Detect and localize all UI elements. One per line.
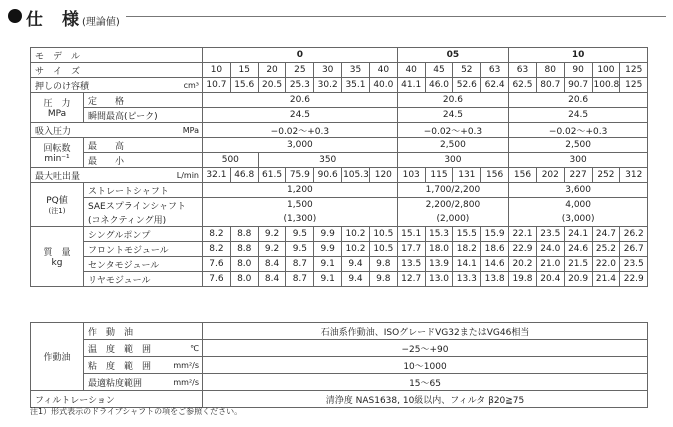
opt-visc-row	[31, 374, 648, 391]
speed-max-05: 2,500	[397, 138, 508, 153]
flow-unit: L/min	[154, 168, 203, 183]
size-cell: 35	[342, 63, 370, 78]
size-cell: 25	[286, 63, 314, 78]
mass-single-cell: 9.9	[314, 227, 342, 242]
flow-cell: 252	[592, 168, 620, 183]
flow-cell: 156	[481, 168, 509, 183]
mass-front-cell: 26.7	[620, 242, 648, 257]
size-label: サ イ ズ	[31, 63, 203, 78]
suction-05: −0.02〜+0.3	[397, 123, 508, 138]
displacement-cell: 125	[620, 78, 648, 93]
speed-min-row	[31, 153, 648, 168]
visc-unit: mm²/s	[154, 357, 203, 374]
mass-single-cell: 15.1	[397, 227, 425, 242]
model-05: 05	[397, 48, 508, 63]
pq-straight-05: 1,700/2,200	[397, 183, 508, 198]
mass-front-row	[31, 242, 648, 257]
mass-rear-cell: 8.0	[230, 272, 258, 287]
mass-single-cell: 10.2	[342, 227, 370, 242]
displacement-cell: 100.8	[592, 78, 620, 93]
filter-row	[31, 391, 648, 408]
rated-pressure-row	[31, 93, 648, 108]
filter-label: フィルトレーション	[31, 391, 203, 408]
mass-rear-cell: 21.4	[592, 272, 620, 287]
size-cell: 30	[314, 63, 342, 78]
mass-rear-cell: 12.7	[397, 272, 425, 287]
pq-straight-label: ストレートシャフト	[84, 183, 203, 198]
flow-label: 最大吐出量	[31, 168, 154, 183]
mass-center-cell: 21.0	[536, 257, 564, 272]
displacement-label: 押しのけ容積	[31, 78, 154, 93]
footnote: 注1）形式表示のドライブシャフトの項をご参照ください。	[30, 407, 243, 416]
peak-pressure-row	[31, 108, 648, 123]
mass-rear-cell: 22.9	[620, 272, 648, 287]
mass-rear-cell: 7.6	[203, 272, 231, 287]
temp-value: −25〜+90	[203, 340, 648, 357]
oil-row	[31, 323, 648, 340]
mass-single-cell: 8.8	[230, 227, 258, 242]
pq-connecting-row	[31, 212, 648, 227]
pq-connecting-label: (コネクティング用)	[84, 212, 203, 227]
mass-center-label: センタモジュール	[84, 257, 203, 272]
mass-front-cell: 10.5	[369, 242, 397, 257]
flow-cell: 61.5	[258, 168, 286, 183]
oil-label: 作 動 油	[84, 323, 203, 340]
mass-single-cell: 15.5	[453, 227, 481, 242]
mass-front-cell: 24.0	[536, 242, 564, 257]
section-title: 仕 様 (理論値)	[26, 10, 120, 30]
mass-center-cell: 22.0	[592, 257, 620, 272]
displacement-cell: 62.5	[509, 78, 537, 93]
mass-rear-cell: 9.1	[314, 272, 342, 287]
mass-center-cell: 14.1	[453, 257, 481, 272]
mass-center-cell: 9.4	[342, 257, 370, 272]
mass-single-row	[31, 227, 648, 242]
oil-value: 石油系作動油、ISOグレードVG32またはVG46相当	[203, 323, 648, 340]
header-rule	[126, 16, 666, 17]
mass-front-cell: 8.8	[230, 242, 258, 257]
size-cell: 63	[481, 63, 509, 78]
mass-front-cell: 24.6	[564, 242, 592, 257]
displacement-cell: 30.2	[314, 78, 342, 93]
suction-10: −0.02〜+0.3	[509, 123, 648, 138]
visc-row	[31, 357, 648, 374]
size-cell: 10	[203, 63, 231, 78]
mass-rear-cell: 9.4	[342, 272, 370, 287]
mass-center-cell: 8.7	[286, 257, 314, 272]
bullet-icon	[8, 9, 22, 23]
flow-cell: 120	[369, 168, 397, 183]
flow-cell: 312	[620, 168, 648, 183]
visc-value: 10〜1000	[203, 357, 648, 374]
mass-rear-cell: 8.4	[258, 272, 286, 287]
speed-max-row	[31, 138, 648, 153]
mass-center-cell: 21.5	[564, 257, 592, 272]
flow-cell: 156	[509, 168, 537, 183]
pq-sae-row	[31, 198, 648, 213]
pq-straight-0: 1,200	[203, 183, 398, 198]
mass-label: 質 量 kg	[31, 227, 84, 287]
rated-label: 定 格	[84, 93, 203, 108]
speed-max-label: 最 高	[84, 138, 203, 153]
fluid-group-label: 作動油	[31, 323, 84, 391]
mass-front-cell: 9.5	[286, 242, 314, 257]
displacement-cell: 41.1	[397, 78, 425, 93]
mass-front-cell: 9.2	[258, 242, 286, 257]
filter-value: 清浄度 NAS1638, 10級以内、フィルタ β20≧75	[203, 391, 648, 408]
displacement-row	[31, 78, 648, 93]
displacement-unit: cm³	[154, 78, 203, 93]
mass-front-cell: 18.2	[453, 242, 481, 257]
displacement-cell: 80.7	[536, 78, 564, 93]
mass-rear-cell: 8.7	[286, 272, 314, 287]
mass-front-cell: 18.0	[425, 242, 453, 257]
mass-center-cell: 8.0	[230, 257, 258, 272]
displacement-cell: 10.7	[203, 78, 231, 93]
speed-min-0a: 500	[203, 153, 259, 168]
mass-rear-row	[31, 272, 648, 287]
displacement-cell: 15.6	[230, 78, 258, 93]
mass-front-cell: 22.9	[509, 242, 537, 257]
peak-label: 瞬間最高(ピーク)	[84, 108, 203, 123]
mass-front-cell: 17.7	[397, 242, 425, 257]
speed-min-label: 最 小	[84, 153, 203, 168]
mass-rear-cell: 13.8	[481, 272, 509, 287]
flow-cell: 90.6	[314, 168, 342, 183]
size-cell: 63	[509, 63, 537, 78]
mass-front-cell: 18.6	[481, 242, 509, 257]
mass-rear-cell: 19.8	[509, 272, 537, 287]
displacement-cell: 62.4	[481, 78, 509, 93]
pq-connecting-05: (2,000)	[397, 212, 508, 227]
size-cell: 20	[258, 63, 286, 78]
section-subtitle: (理論値)	[82, 17, 120, 28]
mass-rear-cell: 9.8	[369, 272, 397, 287]
displacement-cell: 25.3	[286, 78, 314, 93]
mass-front-cell: 25.2	[592, 242, 620, 257]
speed-max-10: 2,500	[509, 138, 648, 153]
pq-straight-10: 3,600	[509, 183, 648, 198]
mass-single-label: シングルポンプ	[84, 227, 203, 242]
size-cell: 80	[536, 63, 564, 78]
speed-label: 回転数 min⁻¹	[31, 138, 84, 168]
flow-cell: 131	[453, 168, 481, 183]
temp-row	[31, 340, 648, 357]
size-cell: 125	[620, 63, 648, 78]
pressure-label: 圧 力 MPa	[31, 93, 84, 123]
flow-cell: 32.1	[203, 168, 231, 183]
displacement-cell: 90.7	[564, 78, 592, 93]
mass-single-cell: 23.5	[536, 227, 564, 242]
mass-center-row	[31, 257, 648, 272]
mass-center-cell: 13.5	[397, 257, 425, 272]
fluid-table	[30, 322, 648, 408]
rated-10: 20.6	[509, 93, 648, 108]
model-0: 0	[203, 48, 398, 63]
displacement-cell: 52.6	[453, 78, 481, 93]
opt-label: 最適粘度範囲	[84, 374, 154, 391]
mass-center-cell: 13.9	[425, 257, 453, 272]
suction-row	[31, 123, 648, 138]
size-cell: 90	[564, 63, 592, 78]
displacement-cell: 20.5	[258, 78, 286, 93]
speed-min-05: 300	[397, 153, 508, 168]
mass-single-cell: 22.1	[509, 227, 537, 242]
mass-rear-label: リヤモジュール	[84, 272, 203, 287]
peak-10: 24.5	[509, 108, 648, 123]
pq-sae-05: 2,200/2,800	[397, 198, 508, 213]
pq-label: PQ値 (注1)	[31, 183, 84, 227]
flow-cell: 202	[536, 168, 564, 183]
mass-center-cell: 9.8	[369, 257, 397, 272]
temp-label: 温 度 範 囲	[84, 340, 154, 357]
pq-connecting-10: (3,000)	[509, 212, 648, 227]
opt-value: 15〜65	[203, 374, 648, 391]
size-row	[31, 63, 648, 78]
mass-single-cell: 9.2	[258, 227, 286, 242]
mass-single-cell: 15.9	[481, 227, 509, 242]
mass-single-cell: 26.2	[620, 227, 648, 242]
flow-row	[31, 168, 648, 183]
displacement-cell: 40.0	[369, 78, 397, 93]
mass-front-cell: 9.9	[314, 242, 342, 257]
rated-05: 20.6	[397, 93, 508, 108]
mass-front-label: フロントモジュール	[84, 242, 203, 257]
temp-unit: ℃	[154, 340, 203, 357]
mass-rear-cell: 20.4	[536, 272, 564, 287]
flow-cell: 75.9	[286, 168, 314, 183]
rated-0: 20.6	[203, 93, 398, 108]
flow-cell: 46.8	[230, 168, 258, 183]
size-cell: 100	[592, 63, 620, 78]
size-cell: 40	[397, 63, 425, 78]
peak-0: 24.5	[203, 108, 398, 123]
pq-sae-10: 4,000	[509, 198, 648, 213]
pq-straight-row	[31, 183, 648, 198]
mass-rear-cell: 20.9	[564, 272, 592, 287]
flow-cell: 105.3	[342, 168, 370, 183]
flow-cell: 115	[425, 168, 453, 183]
mass-center-cell: 9.1	[314, 257, 342, 272]
peak-05: 24.5	[397, 108, 508, 123]
pq-connecting-0: (1,300)	[203, 212, 398, 227]
model-label: モ デ ル	[31, 48, 203, 63]
mass-center-cell: 23.5	[620, 257, 648, 272]
speed-min-10: 300	[509, 153, 648, 168]
visc-label: 粘 度 範 囲	[84, 357, 154, 374]
mass-single-cell: 9.5	[286, 227, 314, 242]
mass-center-cell: 14.6	[481, 257, 509, 272]
mass-front-cell: 10.2	[342, 242, 370, 257]
displacement-cell: 46.0	[425, 78, 453, 93]
flow-cell: 227	[564, 168, 592, 183]
mass-front-cell: 8.2	[203, 242, 231, 257]
model-10: 10	[509, 48, 648, 63]
pq-sae-0: 1,500	[203, 198, 398, 213]
suction-0: −0.02〜+0.3	[203, 123, 398, 138]
size-cell: 40	[369, 63, 397, 78]
model-row	[31, 48, 648, 63]
mass-center-cell: 8.4	[258, 257, 286, 272]
section-header	[6, 4, 666, 30]
mass-single-cell: 8.2	[203, 227, 231, 242]
spec-table	[30, 47, 648, 287]
suction-label: 吸入圧力	[31, 123, 154, 138]
speed-max-0: 3,000	[203, 138, 398, 153]
mass-single-cell: 15.3	[425, 227, 453, 242]
pq-sae-label: SAEスプラインシャフト	[84, 198, 203, 213]
mass-center-cell: 7.6	[203, 257, 231, 272]
size-cell: 15	[230, 63, 258, 78]
size-cell: 52	[453, 63, 481, 78]
mass-rear-cell: 13.0	[425, 272, 453, 287]
mass-single-cell: 24.7	[592, 227, 620, 242]
displacement-cell: 35.1	[342, 78, 370, 93]
mass-rear-cell: 13.3	[453, 272, 481, 287]
size-cell: 45	[425, 63, 453, 78]
mass-single-cell: 24.1	[564, 227, 592, 242]
mass-single-cell: 10.5	[369, 227, 397, 242]
mass-center-cell: 20.2	[509, 257, 537, 272]
opt-unit: mm²/s	[154, 374, 203, 391]
flow-cell: 103	[397, 168, 425, 183]
suction-unit: MPa	[154, 123, 203, 138]
speed-min-0b: 350	[258, 153, 397, 168]
